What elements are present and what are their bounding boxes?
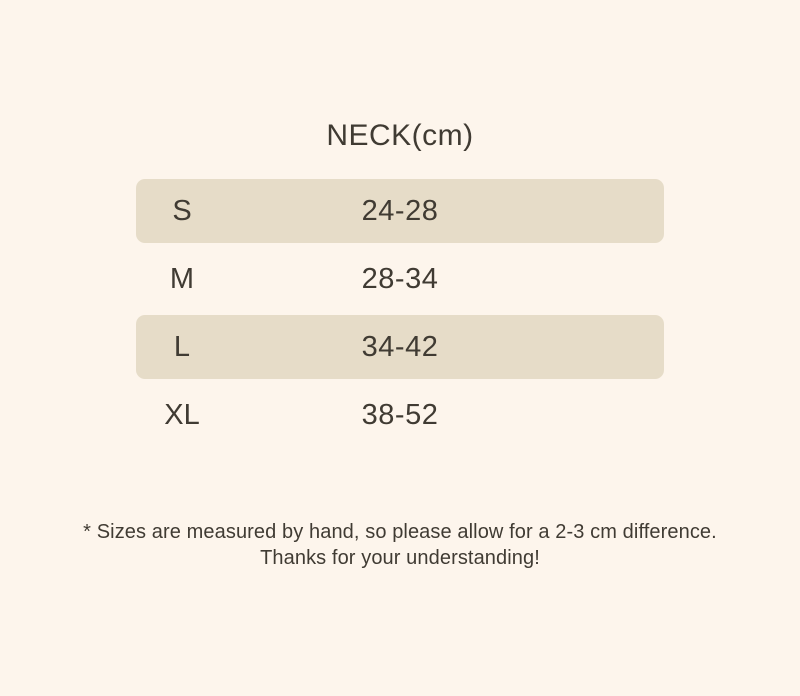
disclaimer-line-2: Thanks for your understanding! xyxy=(260,547,540,569)
chart-title: NECK(cm) xyxy=(326,119,474,152)
size-label: XL xyxy=(164,398,200,431)
size-range-value: 38-52 xyxy=(361,398,439,431)
size-range-value: 28-34 xyxy=(361,262,439,295)
size-label: L xyxy=(173,330,191,363)
measurement-disclaimer xyxy=(0,519,800,571)
size-chart xyxy=(136,0,664,447)
size-label: M xyxy=(169,262,195,295)
size-range-value: 34-42 xyxy=(361,330,439,363)
size-label: S xyxy=(172,194,192,227)
size-table xyxy=(136,179,664,447)
table-row xyxy=(136,247,664,311)
size-range-value: 24-28 xyxy=(361,194,439,227)
table-row xyxy=(136,383,664,447)
disclaimer-line-1: * Sizes are measured by hand, so please allow for a 2-3 cm difference. xyxy=(83,521,717,543)
table-row xyxy=(136,315,664,379)
table-row xyxy=(136,179,664,243)
